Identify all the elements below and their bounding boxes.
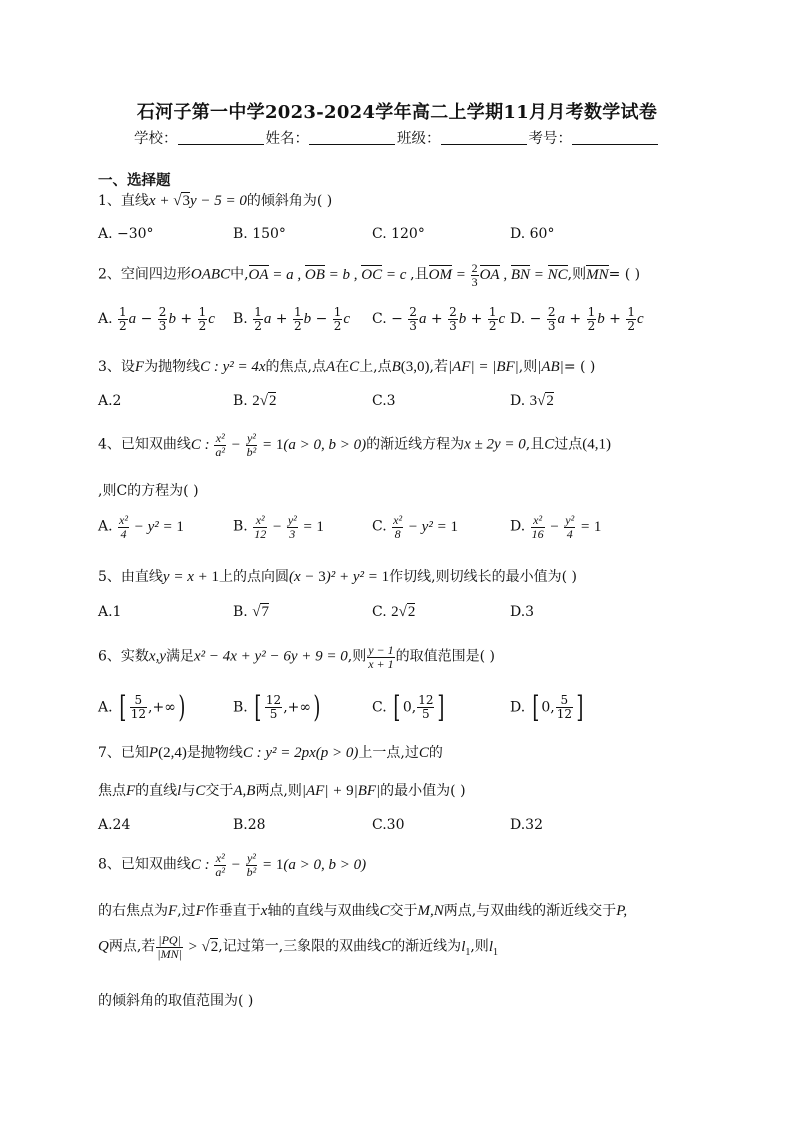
question-8-line2: 的右焦点为F,过F作垂直于x轴的直线与双曲线C交于M,N两点,与双曲线的渐近线交于P,: [98, 903, 628, 919]
name-label: 姓名：: [265, 131, 309, 147]
class-blank[interactable]: [441, 130, 527, 145]
q7-option-b[interactable]: B.28: [233, 817, 266, 833]
question-8: 8、已知双曲线C : $\frac{\text{x²}}{\text{a²}}$ − $\frac{\text{y²}}{\text{b²}}$ = 1(a > 0, b > 0): [98, 851, 367, 879]
q3-option-a[interactable]: A.2: [98, 393, 122, 409]
question-5: 5、由直线y = x + 1上的点向圆(x − 3)² + y² = 1作切线,则切线长的最小值为( ): [98, 569, 577, 585]
q3-option-c[interactable]: C.3: [372, 393, 396, 409]
q6-s3: 的取值范围是( ): [395, 648, 496, 665]
student-info-line: [0, 127, 794, 148]
q2-option-a[interactable]: A. $\frac{1}{2}$ a − $\frac{2}{3}$ b + $\frac{1}{2}$ c: [98, 305, 215, 333]
q7-l2f: 的最小值为( ): [380, 783, 466, 799]
q2-vectors: OA = a , OB = b , OC = c: [249, 267, 411, 283]
q7-l2a: 焦点: [98, 783, 126, 799]
school-blank[interactable]: [178, 130, 264, 145]
q4-stem: 4、已知双曲线: [98, 436, 191, 453]
q4-option-b[interactable]: B. $\frac{\text{x²}}{12}$ − $\frac{\text{y²}}{3}$ = 1: [233, 513, 324, 541]
q8-l3d: ,则: [470, 938, 489, 955]
q7-l2d: 交于: [205, 783, 234, 799]
q3-option-d[interactable]: D. 3√2: [510, 393, 554, 409]
q6-s2: ,则: [347, 648, 367, 665]
q3-s5: ,若: [429, 359, 448, 375]
q3-option-b[interactable]: B. 2√2: [233, 393, 277, 409]
q4-s2: ,且: [525, 436, 545, 453]
q6-option-a[interactable]: A. [ $\frac{5}{12}$ ,+∞): [98, 690, 186, 725]
q4-s1: 的渐近线方程为: [366, 436, 465, 453]
question-3: 3、设F为抛物线C : y² = 4x的焦点,点A在C上,点B(3,0),若|AF| = |BF|,则|AB|= ( ): [98, 359, 596, 375]
q8-l2b: ,过: [177, 903, 196, 919]
q8-l3a: 两点,若: [108, 938, 156, 955]
q8-l2d: 轴的直线与双曲线: [267, 903, 380, 919]
q8-l3b: ,记过第一,三象限的双曲线: [218, 938, 382, 955]
q3-s1: 为抛物线: [144, 359, 201, 375]
q7-s3: 的: [428, 745, 443, 761]
q1-option-d[interactable]: D. 60°: [510, 226, 555, 242]
name-blank[interactable]: [309, 130, 395, 145]
q4-option-a[interactable]: A. $\frac{\text{x²}}{4}$ − y² = 1: [98, 513, 184, 541]
q8-l2c: 作垂直于: [204, 903, 261, 919]
school-label: 学校：: [134, 131, 178, 147]
q7-l2c: 与: [181, 783, 196, 799]
q3-d-label: D.: [510, 393, 526, 409]
q1-option-c[interactable]: C. 120°: [372, 226, 425, 242]
q3-s4: 上,点: [359, 359, 392, 375]
question-4: 4、已知双曲线C : $\frac{\text{x²}}{\text{a²}}$ − $\frac{\text{y²}}{\text{b²}}$ = 1(a > 0, b > 0)的渐近线方程为x ± 2y = 0,且C过点(4,1): [98, 431, 612, 459]
q4-option-c[interactable]: C. $\frac{\text{x²}}{8}$ − y² = 1: [372, 513, 458, 541]
question-8-line3: Q两点,若 $\frac{|PQ|}{|MN|}$ > √2,记过第一,三象限的双曲线C的渐近线为$l_1$,则$l_1$: [98, 933, 498, 961]
q2-option-d[interactable]: D. − $\frac{2}{3}$ a + $\frac{1}{2}$ b + $\frac{1}{2}$ c: [510, 305, 644, 333]
q5-s1: 上的点向圆: [218, 569, 289, 585]
q7-option-c[interactable]: C.30: [372, 817, 405, 833]
q5-stem: 5、由直线: [98, 569, 163, 585]
q5-option-b[interactable]: B. √7: [233, 604, 269, 620]
q6-stem: 6、实数: [98, 648, 149, 665]
q3-stem: 3、设: [98, 359, 135, 375]
q8-stem: 8、已知双曲线: [98, 856, 191, 873]
q2-conditions: OM = $\frac{2}{3}$ OA , BN = NC: [428, 261, 568, 289]
q8-l2e: 交于: [389, 903, 418, 919]
q8-l2f: 两点,与双曲线的渐近线交于: [443, 903, 617, 919]
q2-oabc: OABC: [190, 266, 231, 283]
q2-mn: MN: [586, 264, 609, 284]
q2-option-c[interactable]: C. − $\frac{2}{3}$ a + $\frac{2}{3}$ b + $\frac{1}{2}$ c: [372, 305, 506, 333]
q7-l2e: 两点,则: [255, 783, 302, 799]
q2-stem: 2、空间四边形: [98, 266, 191, 283]
q5-b-label: B.: [233, 604, 248, 620]
q7-option-d[interactable]: D.32: [510, 817, 543, 833]
question-6: 6、实数x,y满足x² − 4x + y² − 6y + 9 = 0,则 $\frac{y - 1}{x + 1}$ 的取值范围是( ): [98, 643, 496, 671]
question-2: 2、空间四边形OABC中,OA = a , OB = b , OC = c ,且OM = $\frac{2}{3}$ OA , BN = NC,则MN= ( ): [98, 261, 641, 289]
q2-stem-end: = ( ): [608, 266, 641, 283]
id-label: 考号：: [528, 131, 572, 147]
q3-s6: ,则: [518, 359, 538, 375]
q1-option-b[interactable]: B. 150°: [233, 226, 286, 242]
q3-b-label: B.: [233, 393, 248, 409]
question-7: 7、已知P(2,4)是抛物线C : y² = 2px(p > 0)上一点,过C的: [98, 745, 443, 761]
q4-option-d[interactable]: D. $\frac{\text{x²}}{16}$ − $\frac{\text{y²}}{4}$ = 1: [510, 513, 602, 541]
q5-option-d[interactable]: D.3: [510, 604, 535, 620]
q3-s7: = ( ): [563, 359, 596, 375]
q2-stem-mid: 中,: [230, 266, 249, 283]
q2-option-b[interactable]: B. $\frac{1}{2}$ a + $\frac{1}{2}$ b − $\frac{1}{2}$ c: [233, 305, 351, 333]
q6-option-b[interactable]: B. [ $\frac{12}{5}$ ,+∞): [233, 690, 321, 725]
q7-s2: 上一点,过: [358, 745, 419, 761]
question-4-line2: ,则C的方程为( ): [98, 483, 199, 499]
question-7-line2: 焦点F的直线l与C交于A,B两点,则|AF| + 9|BF|的最小值为( ): [98, 783, 466, 799]
q1-stem: 1、直线: [98, 193, 149, 209]
q7-stem: 7、已知: [98, 745, 149, 761]
q5-c-label: C.: [372, 604, 387, 620]
q3-s2: 的焦点,点: [265, 359, 326, 375]
q4-s3: 过点: [554, 436, 583, 453]
q1-stem-end: 的倾斜角为( ): [246, 193, 333, 209]
question-1: [98, 190, 332, 210]
q8-l2a: 的右焦点为: [98, 903, 168, 919]
q6-option-d[interactable]: D. [ 0, $\frac{5}{12}$ ]: [510, 690, 584, 725]
q7-l2b: 的直线: [135, 783, 178, 799]
q2-stem-post: ,则: [567, 266, 587, 283]
q6-option-c[interactable]: C. [ 0, $\frac{12}{5}$ ]: [372, 690, 445, 725]
q7-s1: 是抛物线: [186, 745, 243, 761]
q5-s2: 作切线,则切线长的最小值为( ): [389, 569, 577, 585]
class-label: 班级：: [397, 131, 441, 147]
q5-option-a[interactable]: A.1: [98, 604, 122, 620]
q6-s1: 满足: [166, 648, 194, 665]
q1-option-a[interactable]: A. −30°: [98, 226, 154, 242]
question-8-line4: 的倾斜角的取值范围为( ): [98, 993, 254, 1009]
q3-s3: 在: [335, 359, 350, 375]
exam-title: 石河子第一中学2023-2024学年高二上学期11月月考数学试卷: [136, 102, 658, 123]
section-heading: 一、选择题: [98, 172, 171, 189]
q1-formula: x + √3y − 5 = 0: [148, 193, 247, 209]
q8-l3c: 的渐近线为: [391, 938, 462, 955]
q5-option-c[interactable]: C. 2√2: [372, 604, 416, 620]
q7-option-a[interactable]: A.24: [98, 817, 131, 833]
id-blank[interactable]: [572, 130, 658, 145]
